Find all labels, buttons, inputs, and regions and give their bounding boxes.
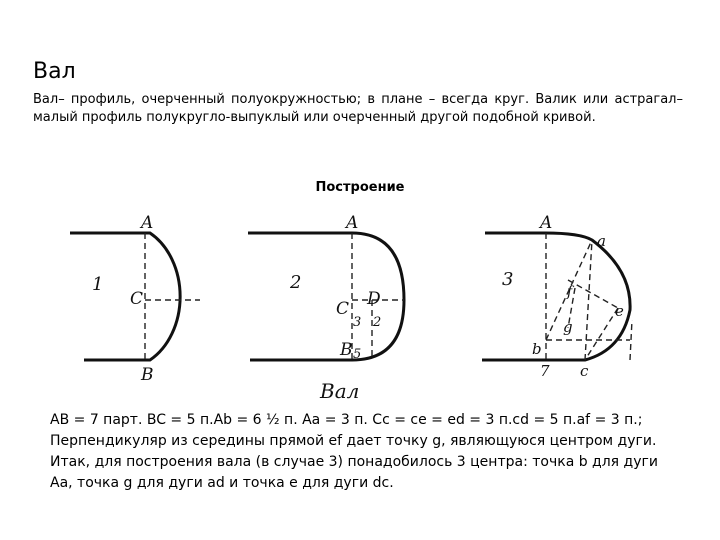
panel1-label-a: A — [141, 213, 154, 233]
panel2-label-d: D — [367, 289, 381, 309]
panel3-profile — [482, 233, 630, 360]
panel1-number: 1 — [92, 274, 104, 295]
section-heading: Построение — [315, 180, 405, 195]
text-line-3: Итак, для построения вала (в случае 3) понадобилось 3 центра: точка b для дуги — [50, 454, 658, 470]
construction-text — [50, 410, 690, 494]
figure-caption: Вал — [320, 379, 360, 403]
panel2-label-3: 3 — [353, 315, 362, 330]
panel3-label-c: c — [580, 362, 589, 380]
panel2-label-2: 2 — [373, 315, 382, 330]
panel3-label-7: 7 — [540, 362, 550, 380]
construction-figure — [70, 200, 670, 403]
text-line-1: AB = 7 парт. BC = 5 п.Ab = 6 ½ п. Aa = 3 п. Cc = ce = ed = 3 п.cd = 5 п.af = 3 п.; — [50, 412, 643, 428]
slide-title: Вал — [33, 59, 76, 84]
panel3-number: 3 — [502, 269, 514, 290]
panel3-label-a: A — [540, 213, 553, 233]
panel2-label-5: 5 — [353, 347, 362, 362]
slide-description: Вал– профиль, очерченный полуокружностью; в плане – всегда круг. Валик или астрагал– малый профиль полукругло-выпуклый или очерченный другой подобной кривой. — [33, 92, 683, 125]
panel2-number: 2 — [290, 272, 302, 293]
text-line-2: Перпендикуляр из середины прямой ef дает точку g, являющуюся центром дуги. — [50, 433, 657, 449]
panel1-label-c: C — [130, 289, 144, 309]
panel3-label-e: e — [615, 302, 624, 320]
panel2-label-b: B — [340, 340, 353, 360]
panel3-label-g: g — [563, 318, 573, 336]
panel1-label-b: B — [141, 365, 154, 385]
text-line-4: Aa, точка g для дуги ad и точка e для дуги dc. — [50, 475, 394, 491]
construction-drawing — [70, 200, 670, 403]
panel2-label-c: C — [336, 299, 350, 319]
panel2-label-a: A — [346, 213, 359, 233]
panel3-label-f: f — [567, 284, 573, 300]
panel1-profile — [70, 233, 180, 360]
panel3-label-b: b — [532, 340, 542, 358]
panel3-label-a-small: a — [597, 232, 606, 250]
